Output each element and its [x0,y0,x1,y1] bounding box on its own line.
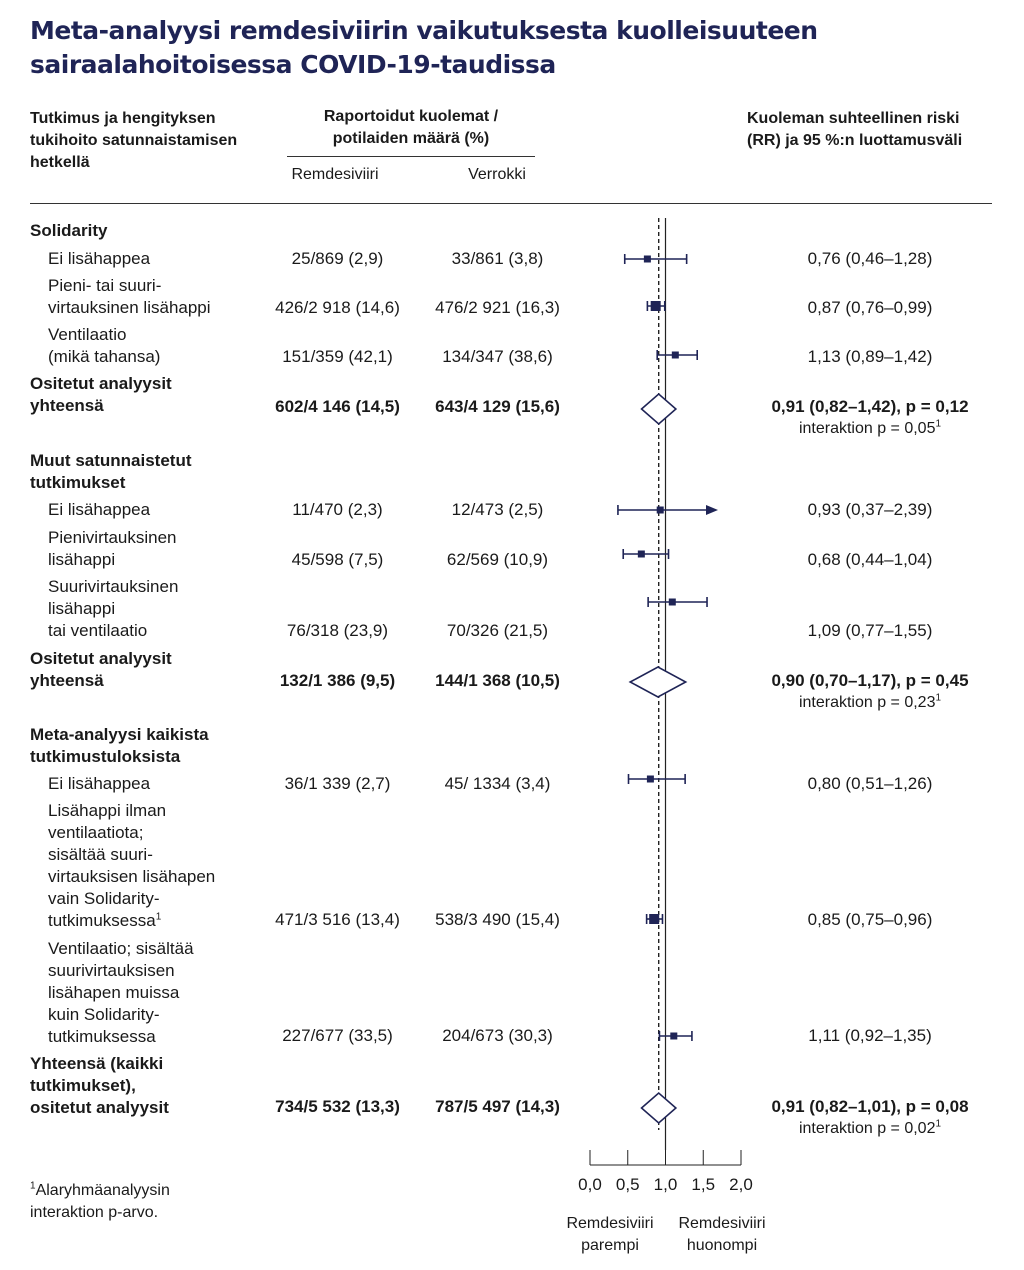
rr-value: 0,90 (0,70–1,17), p = 0,45 [771,671,969,690]
x-tick-label: 1,5 [691,1175,716,1194]
remdesivir-value: 426/2 918 (14,6) [275,298,400,317]
row-label-line: tai ventilaatio [48,621,148,640]
control-value: 62/569 (10,9) [446,550,549,569]
footnote-marker: 1 [30,1180,36,1192]
rr-value: 1,09 (0,77–1,55) [807,621,933,640]
control-value: 787/5 497 (14,3) [435,1097,560,1116]
row-label-line: Solidarity [30,221,108,240]
favor-right-line-1: Remdesiviiri [678,1215,766,1232]
row-label-line: ositetut analyysit [30,1098,169,1117]
estimate-marker [672,352,679,359]
page-title: Meta-analyysi remdesiviirin vaikutuksesta kuolleisuuteen sairaalahoitoisessa COVID-19-taudissa [30,16,818,79]
row-label-footnote-marker: 1 [155,911,162,923]
row-label-line: lisähappi [48,599,116,618]
row-label-line: ventilaatiota; [48,823,144,842]
estimate-marker [669,599,676,606]
rr-value: 0,91 (0,82–1,01), p = 0,08 [771,1097,969,1116]
rr-value: 0,93 (0,37–2,39) [807,500,933,519]
rr-value: 0,80 (0,51–1,26) [807,774,933,793]
remdesivir-value: 36/1 339 (2,7) [284,774,391,793]
row-label-line: kuin Solidarity- [48,1005,160,1024]
rr-value: 0,85 (0,75–0,96) [807,910,933,929]
control-value: 476/2 921 (16,3) [435,298,560,317]
control-value: 204/673 (30,3) [442,1026,553,1045]
control-value: 643/4 129 (15,6) [435,397,560,416]
control-value: 45/ 1334 (3,4) [444,774,551,793]
row-label-line: virtauksinen lisähappi [48,298,211,317]
x-tick-label: 0,0 [578,1175,602,1194]
row-label-line: Pienivirtauksinen [48,528,177,547]
favor-left-label [550,1213,670,1257]
favor-right-label [662,1213,782,1257]
remdesivir-value: 132/1 386 (9,5) [279,671,396,690]
estimate-marker [638,551,645,558]
control-value: 134/347 (38,6) [442,347,553,366]
row-label-line: Ventilaatio; sisältää [48,939,194,958]
row-label-line: Muut satunnaistetut [30,451,192,470]
control-value: 70/326 (21,5) [446,621,549,640]
interaction-p-footnote-marker: 1 [935,418,942,430]
control-value: 538/3 490 (15,4) [435,910,560,929]
interaction-p-text: interaktion p = 0,23 [798,694,936,711]
footnote-line-2: interaktion p-arvo. [30,1204,159,1221]
row-label-line: tutkimustuloksista [30,747,181,766]
control-value: 33/861 (3,8) [451,249,544,268]
rr-value: 0,76 (0,46–1,28) [807,249,933,268]
rr-value: 1,13 (0,89–1,42) [807,347,933,366]
row-label-line: Ventilaatio [48,325,127,344]
row-label-line: suurivirtauksisen [48,961,175,980]
interaction-p-text: interaktion p = 0,05 [798,420,936,437]
interaction-p-text: interaktion p = 0,02 [798,1120,936,1137]
remdesivir-value: 45/598 (7,5) [291,550,384,569]
row-label-line: tutkimukset [30,473,126,492]
estimate-marker [647,776,654,783]
remdesivir-value: 151/359 (42,1) [282,347,393,366]
row-label-line: lisähappi [48,550,116,569]
favor-right-line-2: huonompi [686,1237,758,1254]
remdesivir-value: 76/318 (23,9) [286,621,389,640]
row-label-line: Ositetut analyysit [30,649,172,668]
header-rr: Kuoleman suhteellinen riski (RR) ja 95 %:n luottamusväli [747,110,963,149]
row-label-line: sisältää suuri- [48,845,153,864]
row-label-line: Lisähappi ilman [48,801,167,820]
interaction-p-footnote-marker: 1 [935,692,942,704]
remdesivir-value: 471/3 516 (13,4) [275,910,400,929]
row-label-line: tutkimukset), [30,1076,136,1095]
footnote-line-1: Alaryhmäanalyysin [35,1182,170,1199]
header-deaths: Raportoidut kuolemat / potilaiden määrä (%) [323,108,499,147]
estimate-marker [651,301,661,311]
control-value: 144/1 368 (10,5) [435,671,560,690]
rr-value: 1,11 (0,92–1,35) [808,1026,932,1045]
row-label-line: lisähapen muissa [48,983,180,1002]
row-label-line: yhteensä [30,396,104,415]
row-label-line: (mikä tahansa) [48,347,161,366]
row-label-line: Ei lisähappea [48,774,151,793]
row-label-line: tutkimuksessa [48,1027,156,1046]
estimate-marker [670,1033,677,1040]
row-label-line: tutkimuksessa [48,911,156,930]
row-label-line: virtauksisen lisähapen [48,867,216,886]
row-label-line: Ei lisähappea [48,500,151,519]
x-tick-label: 2,0 [729,1175,753,1194]
interaction-p-footnote-marker: 1 [935,1118,942,1130]
row-label-line: Meta-analyysi kaikista [30,725,209,744]
ci-arrow [706,505,718,515]
footnote [30,1180,170,1224]
remdesivir-value: 602/4 146 (14,5) [275,397,400,416]
x-tick-label: 1,0 [653,1175,678,1194]
control-value: 12/473 (2,5) [451,500,544,519]
estimate-marker [644,256,651,263]
pooled-diamond [642,394,676,424]
row-label-line: Yhteensä (kaikki [30,1054,164,1073]
header-control: Verrokki [468,166,526,183]
remdesivir-value: 734/5 532 (13,3) [275,1097,400,1116]
remdesivir-value: 227/677 (33,5) [282,1026,393,1045]
favor-left-line-1: Remdesiviiri [566,1215,654,1232]
rr-value: 0,91 (0,82–1,42), p = 0,12 [771,397,969,416]
row-label-line: Pieni- tai suuri- [48,276,162,295]
x-tick-label: 0,5 [615,1175,640,1194]
row-label-line: Suurivirtauksinen [48,577,179,596]
row-label-line: vain Solidarity- [48,889,160,908]
row-label-line: Ei lisähappea [48,249,151,268]
pooled-diamond [630,667,685,697]
pooled-diamond [642,1093,676,1123]
remdesivir-value: 25/869 (2,9) [291,249,384,268]
estimate-marker [649,914,659,924]
remdesivir-value: 11/470 (2,3) [292,500,383,519]
rr-value: 0,87 (0,76–0,99) [807,298,933,317]
favor-left-line-2: parempi [581,1237,639,1254]
row-label-line: yhteensä [30,671,104,690]
header-study: Tutkimus ja hengityksen tukihoito satunnaistamisen hetkellä [30,110,238,171]
rr-value: 0,68 (0,44–1,04) [807,550,933,569]
row-label-line: Ositetut analyysit [30,374,172,393]
header-remdesivir: Remdesiviiri [291,166,379,183]
estimate-marker [657,507,664,514]
